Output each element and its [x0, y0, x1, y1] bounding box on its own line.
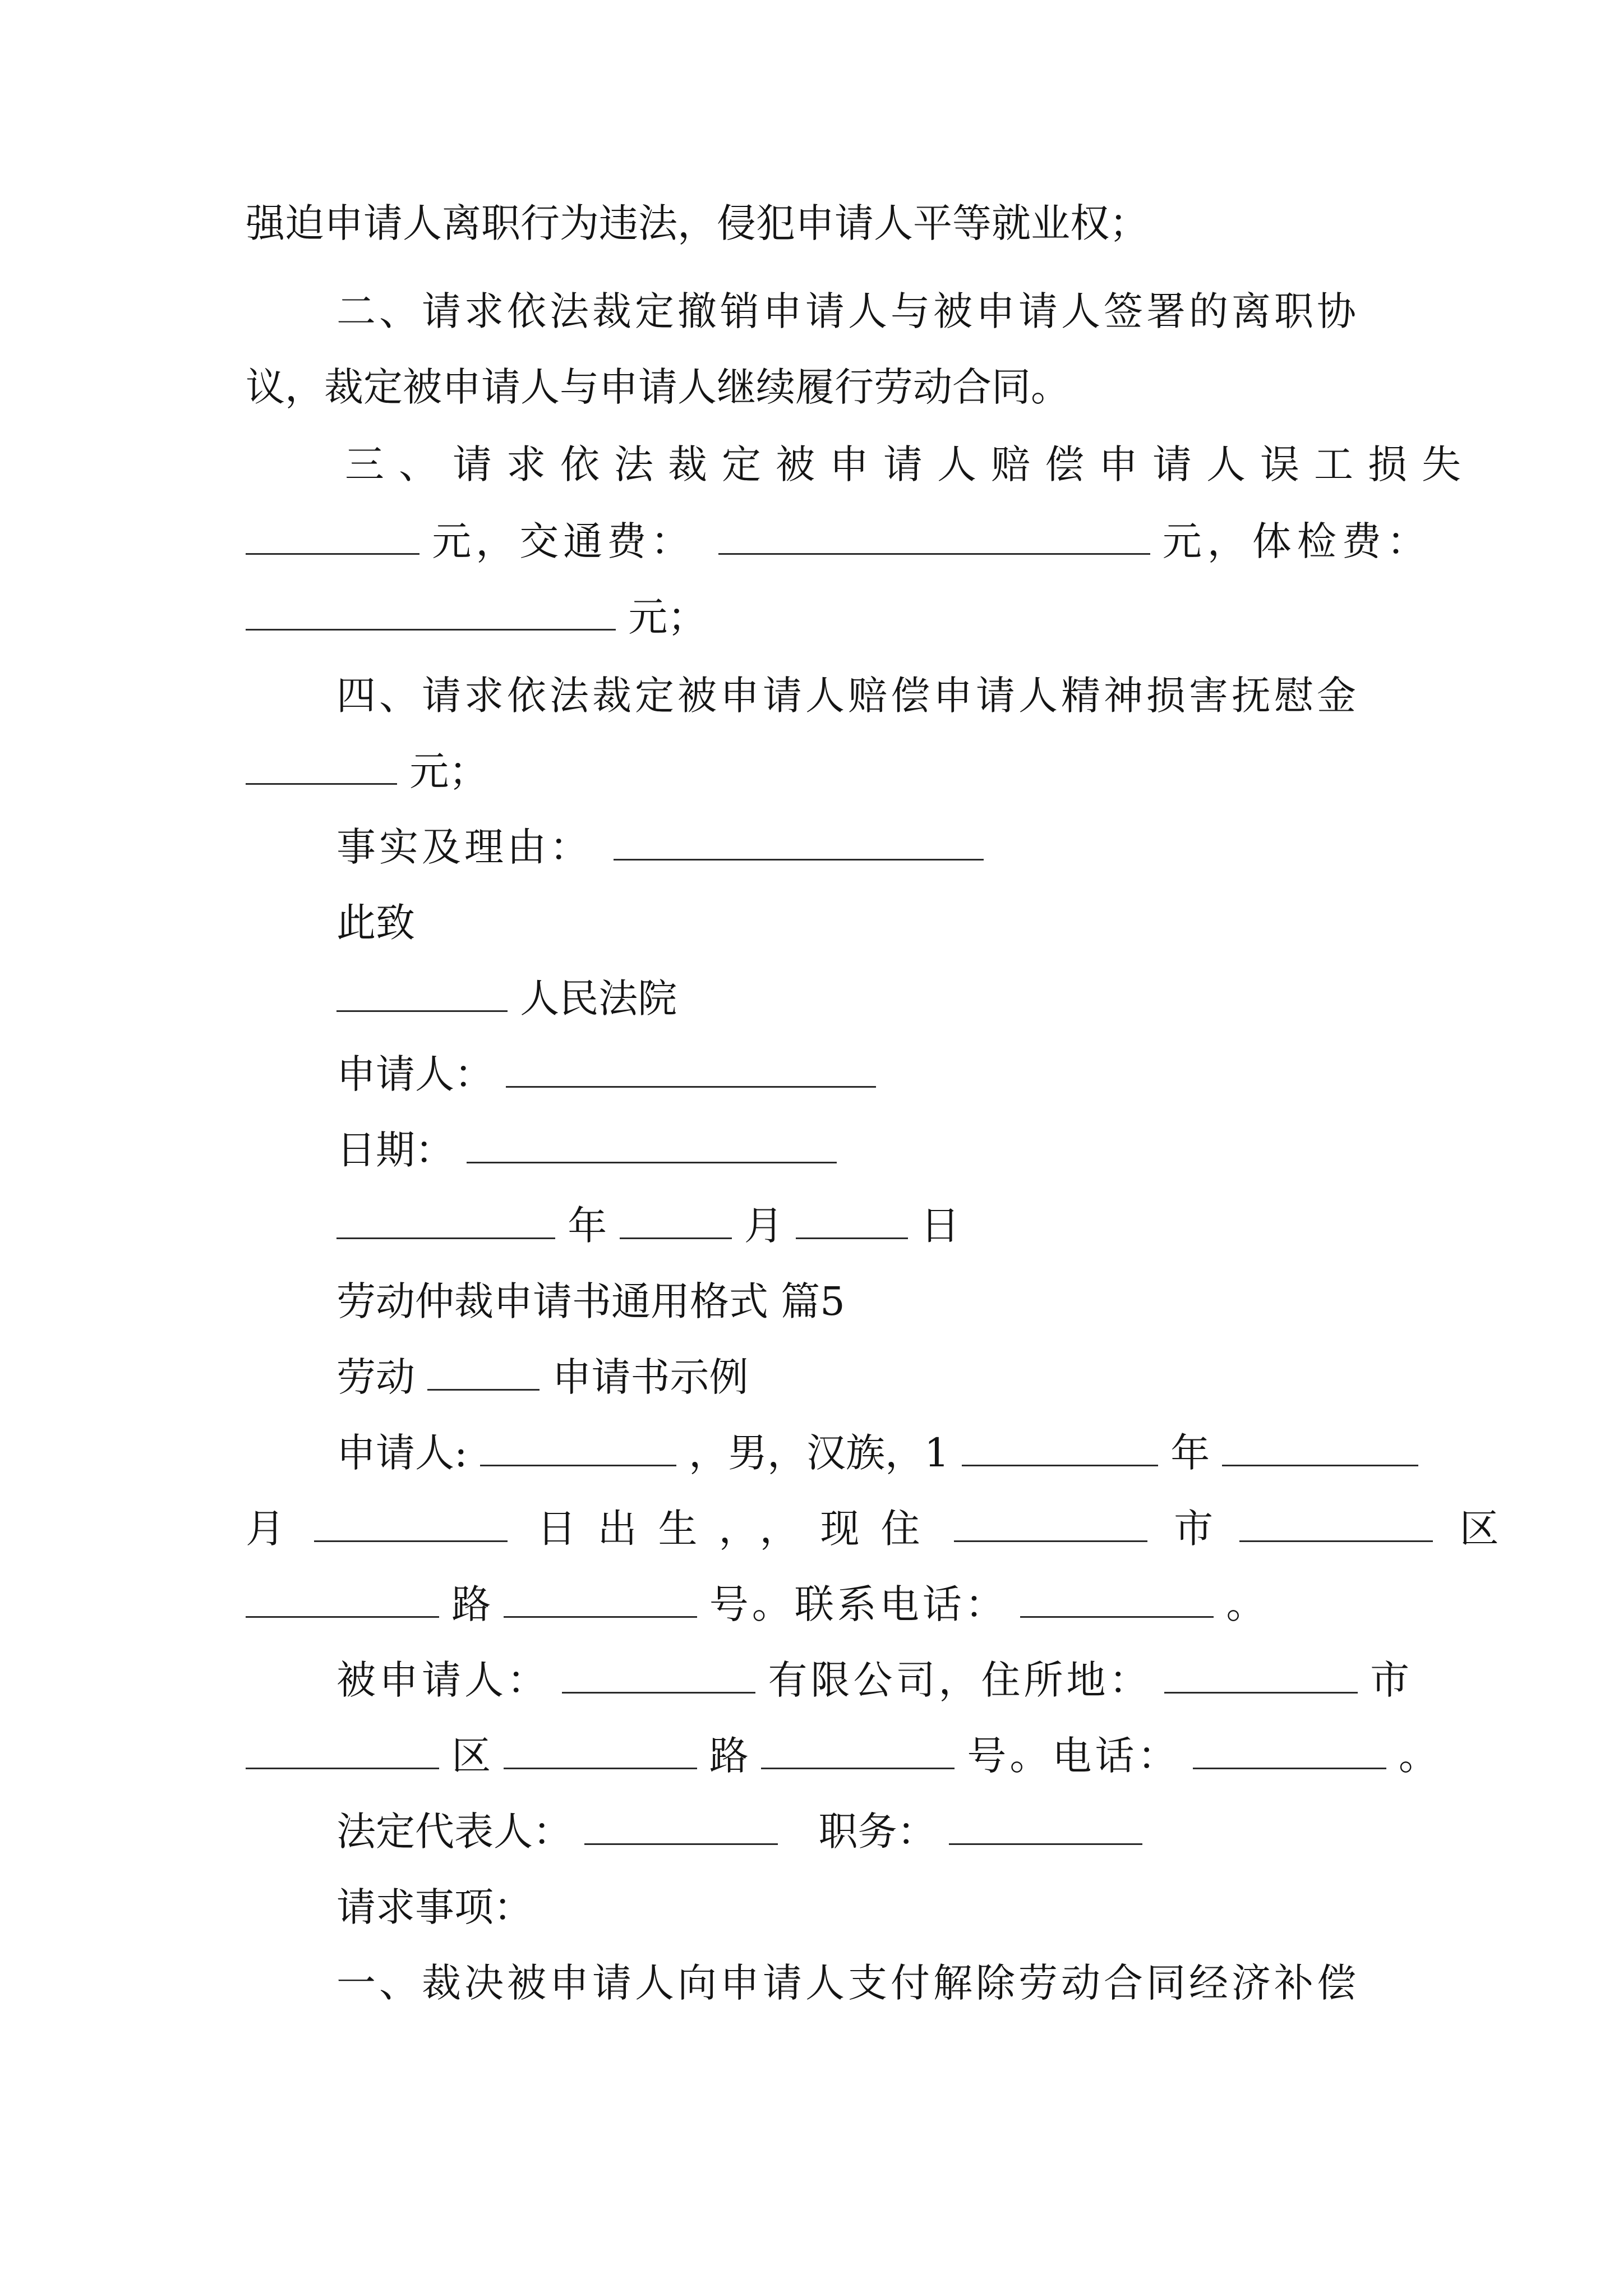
blank-field[interactable]	[480, 1428, 676, 1466]
paragraph-text: 请求事项：	[336, 1884, 533, 1930]
label-text: ，男，汉族，1	[689, 1430, 949, 1476]
blank-field[interactable]	[246, 516, 419, 555]
label-text: 。	[1226, 1581, 1266, 1627]
text-line	[246, 1576, 1265, 1632]
text-line	[336, 1955, 1359, 2011]
label-text: 申请书示例	[552, 1354, 749, 1400]
blank-field[interactable]	[246, 592, 616, 631]
heading-text: 劳动仲裁申请书通用格式 篇5	[336, 1278, 845, 1324]
text-line	[336, 1879, 533, 1935]
blank-field[interactable]	[427, 1352, 540, 1391]
text-line	[246, 743, 488, 799]
blank-field[interactable]	[962, 1428, 1158, 1466]
text-line	[336, 1349, 749, 1405]
text-line	[336, 1122, 837, 1178]
label-text: 法定代表人：	[336, 1809, 572, 1855]
blank-field[interactable]	[584, 1806, 778, 1845]
blank-field[interactable]	[504, 1731, 697, 1769]
blank-field[interactable]	[620, 1200, 732, 1239]
label-text: 日出生，，现住	[537, 1506, 942, 1552]
text-line	[336, 668, 1359, 724]
blank-field[interactable]	[246, 746, 397, 785]
blank-field[interactable]	[1193, 1731, 1386, 1769]
label-text: 月	[246, 1506, 285, 1552]
label-text: 号。电话：	[967, 1733, 1181, 1779]
blank-field[interactable]	[562, 1655, 755, 1694]
text-line	[246, 1728, 1438, 1784]
text-line	[336, 895, 415, 951]
paragraph-text: 强迫申请人离职行为违法，侵犯申请人平等就业权；	[246, 200, 1149, 246]
paragraph-text: 此致	[336, 900, 415, 946]
text-line	[336, 1425, 1418, 1481]
label-text: 区	[451, 1733, 491, 1779]
label-text: 日期：	[336, 1127, 454, 1173]
paragraph-text: 四、请求依法裁定被申请人赔偿申请人精神损害抚慰金	[336, 673, 1359, 719]
label-text: 人民法院	[520, 976, 677, 1022]
label-text: 市	[1370, 1657, 1410, 1703]
blank-field[interactable]	[1239, 1503, 1433, 1542]
label-text: 。	[1398, 1733, 1438, 1779]
label-text: 事实及理由：	[336, 824, 592, 870]
blank-field[interactable]	[246, 1731, 439, 1769]
label-text: 有限公司，住所地：	[768, 1657, 1152, 1703]
blank-field[interactable]	[336, 973, 508, 1012]
blank-field[interactable]	[949, 1806, 1142, 1845]
label-text: 路	[709, 1733, 749, 1779]
paragraph-text: 一、裁决被申请人向申请人支付解除劳动合同经济补偿	[336, 1960, 1359, 2006]
blank-field[interactable]	[504, 1579, 697, 1618]
label-text: 元；	[628, 594, 707, 640]
blank-field[interactable]	[1222, 1428, 1418, 1466]
text-line	[336, 1803, 1142, 1860]
text-line	[336, 819, 984, 875]
label-text: 号。联系电话：	[709, 1581, 1008, 1627]
blank-field[interactable]	[314, 1503, 508, 1542]
label-text: 元，交通费：	[432, 518, 695, 564]
blank-field[interactable]	[761, 1731, 955, 1769]
label-text: 劳动	[336, 1354, 415, 1400]
text-line	[246, 1501, 1499, 1557]
blank-field[interactable]	[796, 1200, 908, 1239]
label-text: 月	[744, 1203, 783, 1249]
label-text: 元；	[409, 748, 488, 794]
blank-field[interactable]	[1020, 1579, 1214, 1618]
paragraph-text: 二、请求依法裁定撤销申请人与被申请人签署的离职协	[336, 288, 1359, 334]
text-line	[336, 1046, 876, 1102]
blank-field[interactable]	[718, 516, 1150, 555]
text-line	[246, 513, 1432, 569]
label-text: 年	[568, 1203, 607, 1249]
label-text: 年	[1170, 1430, 1210, 1476]
paragraph-text: 三、请求依法裁定被申请人赔偿申请人误工损失	[345, 441, 1476, 487]
text-line	[246, 195, 1233, 251]
label-text: 被申请人：	[336, 1657, 550, 1703]
label-text: 市	[1174, 1506, 1214, 1552]
text-line	[336, 283, 1359, 339]
label-text: 路	[451, 1581, 491, 1627]
text-line	[336, 1652, 1409, 1708]
blank-field[interactable]	[1164, 1655, 1358, 1694]
text-line	[246, 359, 1070, 415]
text-line	[345, 436, 1476, 493]
paragraph-text: 议，裁定被申请人与申请人继续履行劳动合同。	[246, 364, 1070, 410]
label-text: 申请人:	[336, 1430, 468, 1476]
blank-field[interactable]	[336, 1200, 555, 1239]
label-text: 申请人：	[336, 1051, 494, 1097]
text-line	[246, 589, 707, 645]
blank-field[interactable]	[614, 822, 984, 861]
label-text: 元，体检费：	[1162, 518, 1432, 564]
blank-field[interactable]	[246, 1579, 439, 1618]
text-line	[336, 1198, 960, 1254]
label-text: 日	[920, 1203, 960, 1249]
section-heading	[336, 1273, 845, 1329]
label-text: 职务：	[818, 1809, 937, 1855]
blank-field[interactable]	[467, 1125, 837, 1163]
blank-field[interactable]	[954, 1503, 1147, 1542]
label-text: 区	[1459, 1506, 1499, 1552]
blank-field[interactable]	[506, 1049, 876, 1088]
text-line	[336, 970, 677, 1027]
